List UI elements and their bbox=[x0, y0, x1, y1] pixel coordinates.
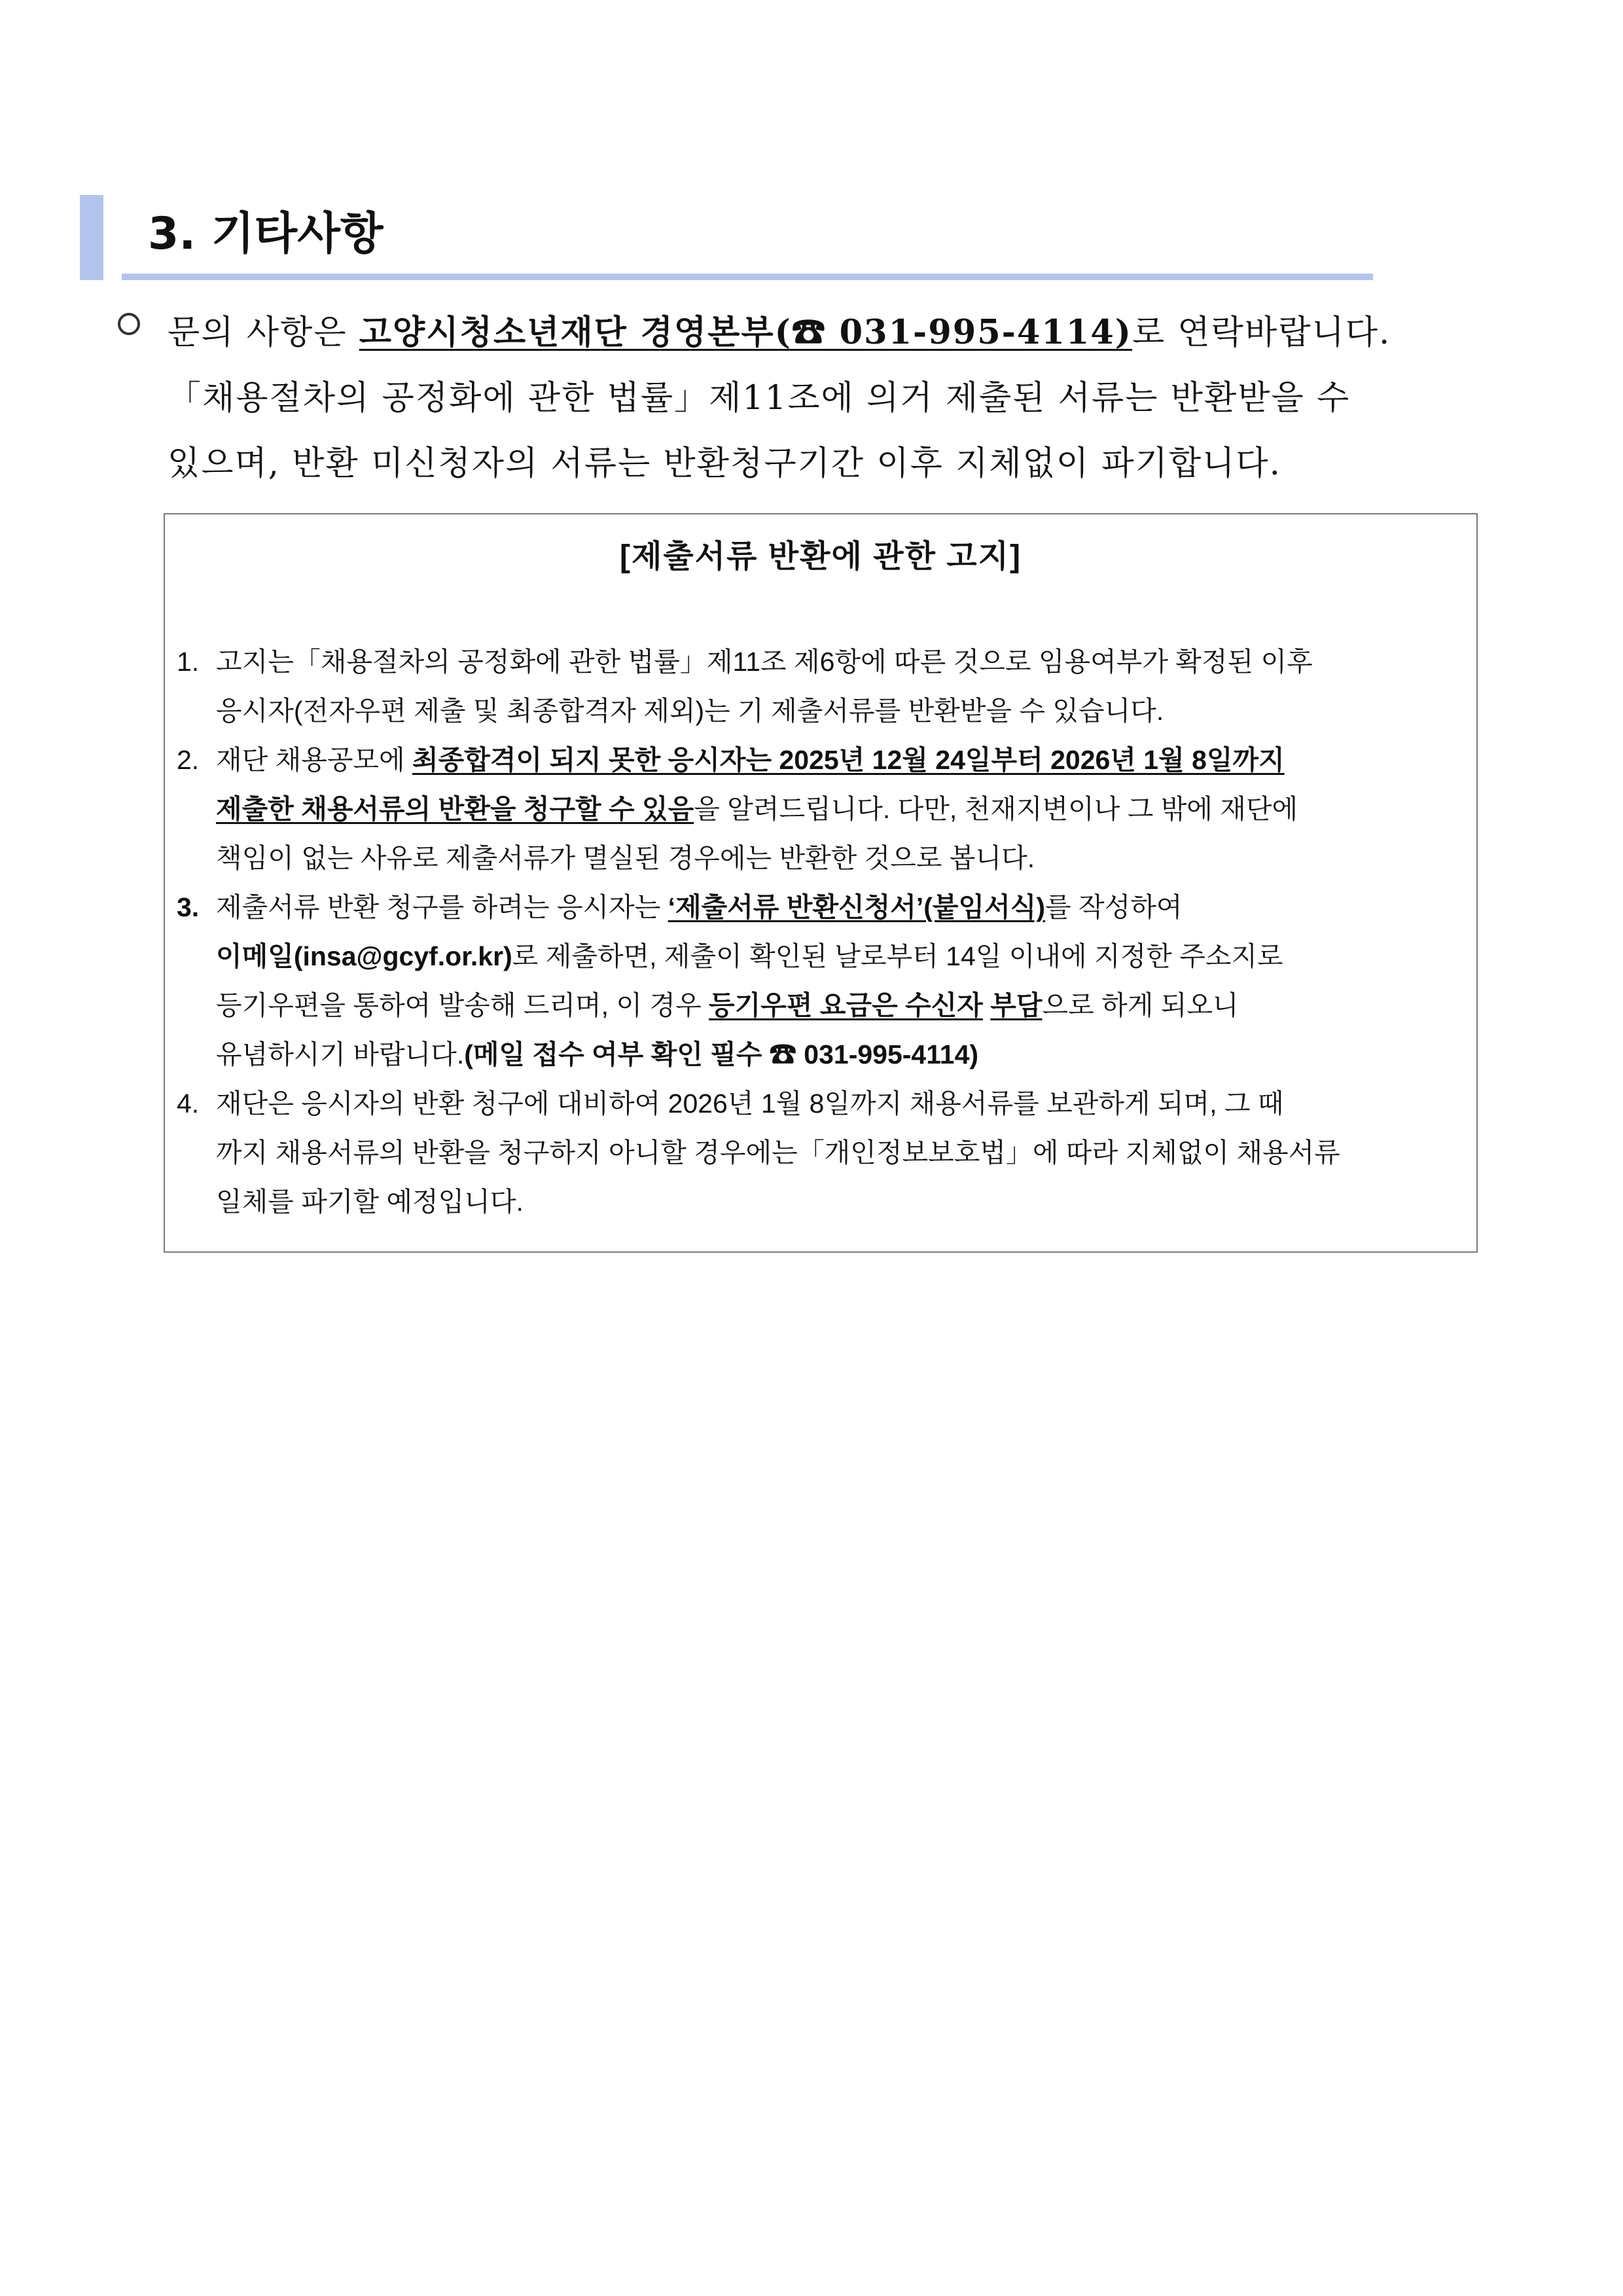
phone-notice: (메일 접수 여부 확인 필수 ☎ 031-995-4114) bbox=[464, 1039, 979, 1069]
item-text: 로 제출하면, 제출이 확인된 날로부터 14일 이내에 지정한 주소지로 bbox=[512, 941, 1283, 971]
fee-notice: 등기우편 요금은 수신자 bbox=[709, 990, 983, 1020]
item-text: 재단 채용공모에 bbox=[216, 745, 413, 775]
item-number: 2. bbox=[177, 745, 200, 775]
item-text: 으로 하게 되오니 bbox=[1042, 990, 1239, 1020]
item-text: 유념하시기 바랍니다. bbox=[216, 1039, 465, 1069]
notice-item-4 bbox=[177, 1079, 1459, 1227]
notice-item-2 bbox=[177, 736, 1459, 883]
item-text bbox=[983, 990, 990, 1020]
inquiry-line-1 bbox=[168, 300, 1421, 366]
item-text: 등기우편을 통하여 발송해 드리며, 이 경우 bbox=[216, 990, 709, 1020]
section-heading bbox=[80, 195, 1373, 280]
item-text: 제출서류 반환 청구를 하려는 응시자는 bbox=[216, 892, 668, 922]
section-title: 3. 기타사항 bbox=[148, 208, 383, 260]
email-address: 이메일(insa@gcyf.or.kr) bbox=[216, 941, 512, 971]
item-line bbox=[216, 883, 1459, 932]
item-text: 를 작성하여 bbox=[1045, 892, 1183, 922]
item-line: 책임이 없는 사유로 제출서류가 멸실된 경우에는 반환한 것으로 봅니다. bbox=[216, 843, 1035, 873]
inquiry-text-end: 로 연락바랍니다. bbox=[1132, 314, 1391, 352]
item-line: 재단은 응시자의 반환 청구에 대비하여 2026년 1월 8일까지 채용서류를 보관하게 되며, 그 때 bbox=[216, 1088, 1284, 1119]
item-line bbox=[216, 785, 1459, 834]
item-line bbox=[216, 736, 1459, 785]
item-line bbox=[216, 932, 1459, 981]
heading-accent-bar bbox=[80, 195, 103, 280]
item-line: 까지 채용서류의 반환을 청구하지 아니할 경우에는「개인정보보호법」에 따라 지체없이 채용서류 bbox=[216, 1138, 1340, 1168]
emphasis-text: 최종합격이 되지 못한 응시자는 2025년 12월 24일부터 2026년 1월 8일까지 bbox=[412, 745, 1285, 775]
item-line: 고지는「채용절차의 공정화에 관한 법률」제11조 제6항에 따른 것으로 임용여부가 확정된 이후 bbox=[216, 647, 1313, 677]
item-number: 4. bbox=[177, 1088, 200, 1119]
inquiry-text: 문의 사항은 bbox=[168, 314, 359, 352]
inquiry-line-3: 있으며, 반환 미신청자의 서류는 반환청구기간 이후 지체없이 파기합니다. bbox=[168, 444, 1281, 483]
item-line: 응시자(전자우편 제출 및 최종합격자 제외)는 기 제출서류를 반환받을 수 있습니다. bbox=[216, 696, 1164, 726]
notice-title: [제출서류 반환에 관한 고지] bbox=[619, 539, 1022, 574]
item-text: 을 알려드립니다. 다만, 천재지변이나 그 밖에 재단에 bbox=[694, 794, 1298, 824]
form-name: ‘제출서류 반환신청서’(붙임서식) bbox=[668, 892, 1046, 922]
item-line: 일체를 파기할 예정입니다. bbox=[216, 1187, 524, 1217]
fee-notice: 부담 bbox=[990, 990, 1043, 1020]
notice-list bbox=[177, 637, 1459, 1227]
contact-info: 고양시청소년재단 경영본부(☎ 031-995-4114) bbox=[359, 313, 1132, 352]
notice-box bbox=[164, 513, 1478, 1253]
item-number: 1. bbox=[177, 647, 200, 677]
inquiry-line-2: 「채용절차의 공정화에 관한 법률」제11조에 의거 제출된 서류는 반환받을 수 bbox=[168, 379, 1351, 418]
item-line bbox=[216, 1030, 1459, 1079]
item-line bbox=[216, 981, 1459, 1030]
heading-underline bbox=[122, 274, 1373, 280]
notice-item-1 bbox=[177, 637, 1459, 736]
notice-item-3 bbox=[177, 883, 1459, 1079]
emphasis-text: 제출한 채용서류의 반환을 청구할 수 있음 bbox=[216, 794, 694, 824]
item-number: 3. bbox=[177, 892, 200, 922]
inquiry-paragraph bbox=[113, 300, 1421, 497]
